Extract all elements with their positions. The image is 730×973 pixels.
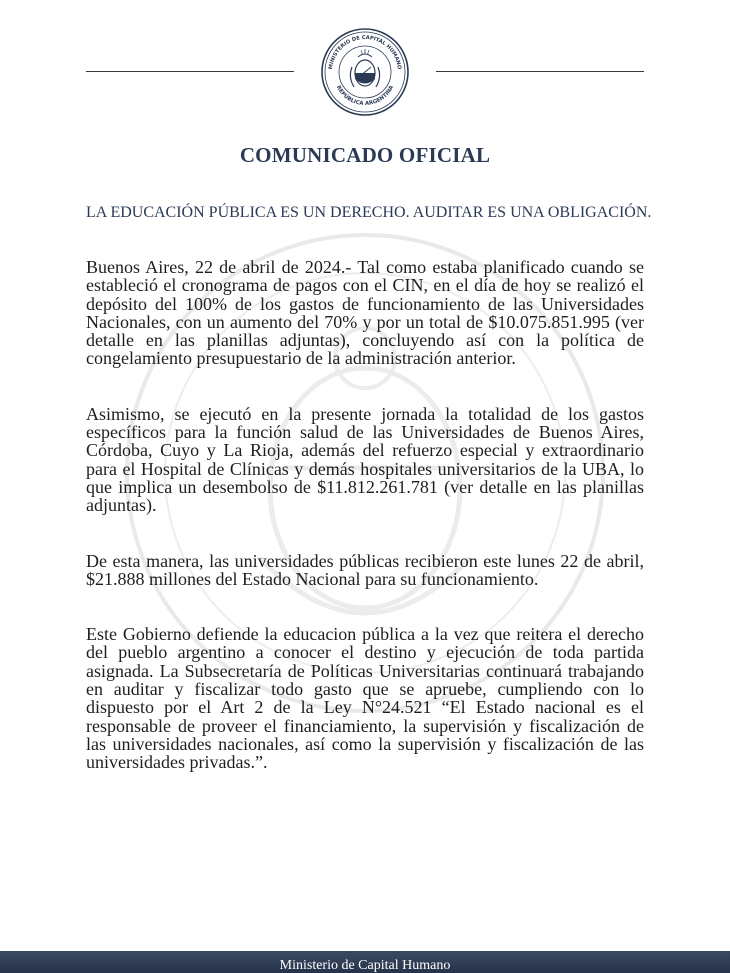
header-divider-left (86, 71, 294, 72)
paragraph-1: Buenos Aires, 22 de abril de 2024.- Tal como estaba planificado cuando se estableció el cronograma de pagos con el CIN, en el día de hoy se realizó el depósito del 100% de los gastos de funcionamiento de las Universidades Nacionales, con un aumento del 70% y por un total de $10.075.851.995 (ver detalle en las planillas adjuntas), concluyendo así con la política de congelamiento presupuestario de la administración anterior. (86, 257, 644, 369)
document-title: COMUNICADO OFICIAL (239, 143, 491, 167)
seal-top-text: MINISTERIO DE CAPITAL HUMANO (328, 34, 402, 70)
header-divider-right (436, 71, 644, 72)
footer-bar (0, 951, 730, 973)
paragraph-3: De esta manera, las universidades públicas recibieron este lunes 22 de abril, $21.888 millones del Estado Nacional para su funcionamiento. (86, 550, 644, 589)
seal-bottom-text: REPÚBLICA ARGENTINA (334, 84, 396, 108)
ministry-seal-logo (320, 27, 410, 117)
document-body (86, 258, 644, 772)
document-subtitle: LA EDUCACIÓN PÚBLICA ES UN DERECHO. AUDITAR ES UNA OBLIGACIÓN. (86, 204, 652, 221)
footer-text: Ministerio de Capital Humano (279, 958, 451, 973)
paragraph-2: Asimismo, se ejecutó en la presente jornada la totalidad de los gastos específicos para la función salud de las Universidades de Buenos Aires, Córdoba, Cuyo y La Rioja, además del refuerzo especial y extraordinario para el Hospital de Clínicas y demás hospitales universitarios de la UBA, lo que implica un desembolso de $11.812.261.781 (ver detalle en las planillas adjuntas). (86, 403, 644, 516)
paragraph-4: Este Gobierno defiende la educacion pública a la vez que reitera el derecho del pueblo argentino a conocer el destino y ejecución de toda partida asignada. La Subsecretaría de Políticas Universitarias continuará trabajando en auditar y fiscalizar todo gasto que se apruebe, cumpliendo con lo dispuesto por el Art 2 de la Ley N°24.521 “El Estado nacional es el responsable de proveer el financiamiento, la supervisión y fiscalización de las universidades nacionales, así como la supervisión y fiscalización de las universidades privadas.”. (86, 624, 644, 773)
